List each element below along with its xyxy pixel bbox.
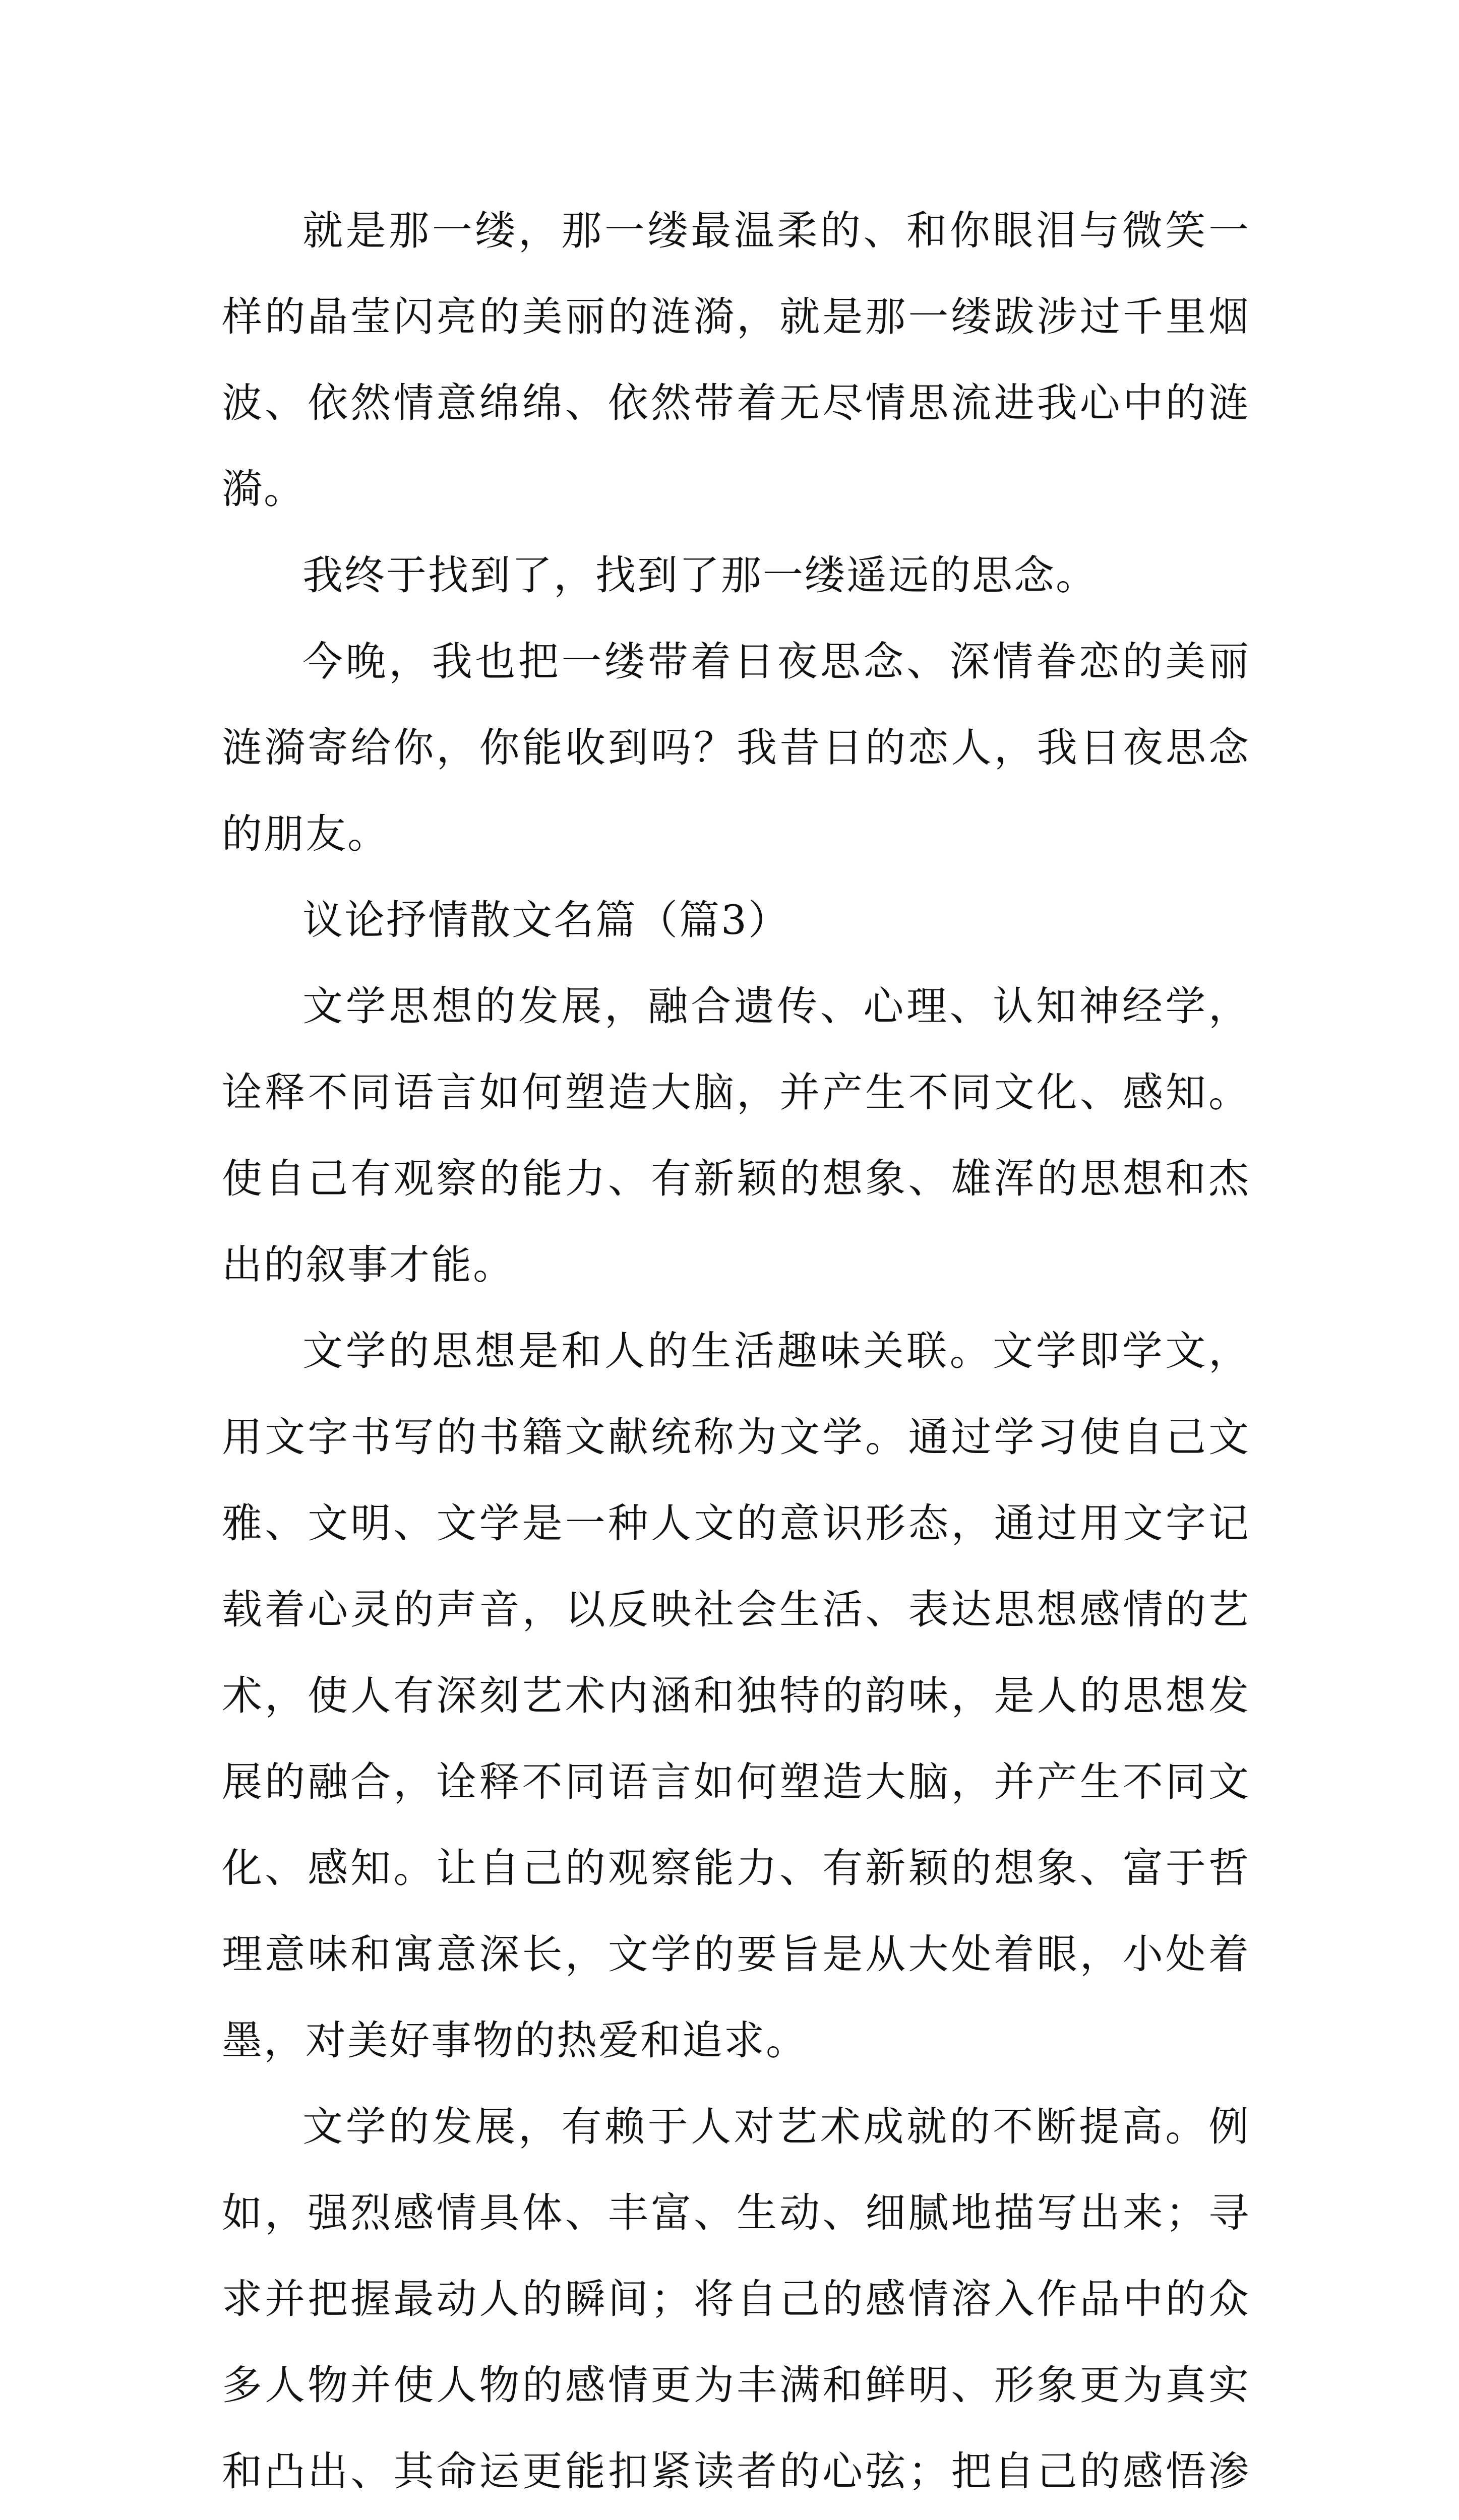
paragraph: 就是那一缕，那一缕最温柔的、和你眼泪与微笑一样的晶莹闪亮的美丽的涟漪，就是那一缕跋涉过千里烟波、依然情意绵绵、依然带着无尽情思流进我心中的涟漪。 <box>222 207 1250 513</box>
paragraph: 文学思想的发展，融合遗传、心理、认知神经学，诠释不同语言如何塑造大脑，并产生不同文化、感知。使自己有观察的能力、有新颖的想象、雄浑的思想和杰出的叙事才能。 <box>222 983 1250 1288</box>
body-text <box>222 187 1250 2520</box>
paragraph: 文学的思想是和人的生活趣味关联。文学即学文，用文字书写的书籍文献统称为文学。通过学习使自己文雅、文明、文学是一种人文的意识形态，通过用文字记载着心灵的声音，以反映社会生活、表达思想感情的艺术，使人有深刻艺术内涵和独特的韵味，是人的思想发展的融合，诠释不同语言如何塑造大脑，并产生不同文化、感知。让自己的观察能力、有新颖的想象、富于哲理意味和寓意深长，文学的要旨是从大处着眼，小处着墨，对美好事物的热爱和追求。 <box>222 1328 1250 2064</box>
paragraph: 我终于找到了，找到了那一缕遥远的思念。 <box>302 552 1098 599</box>
section-heading: 议论抒情散文名篇（篇3） <box>302 897 790 943</box>
paragraph: 文学的发展，有赖于人对艺术成就的不断提高。例如，强烈感情具体、丰富、生动、细腻地描写出来；寻求并把握最动人的瞬间；将自己的感情溶入作品中的众多人物并使人物的感情更为丰满和鲜明、形象更为真实和凸出、其命运更能扣紧读者的心弦；把自己的感悟渗 <box>222 2103 1250 2495</box>
paragraph: 今晚，我也把一缕带着日夜思念、深情眷恋的美丽涟漪寄给你，你能收到吗？我昔日的恋人，我日夜思念的朋友。 <box>222 638 1250 857</box>
